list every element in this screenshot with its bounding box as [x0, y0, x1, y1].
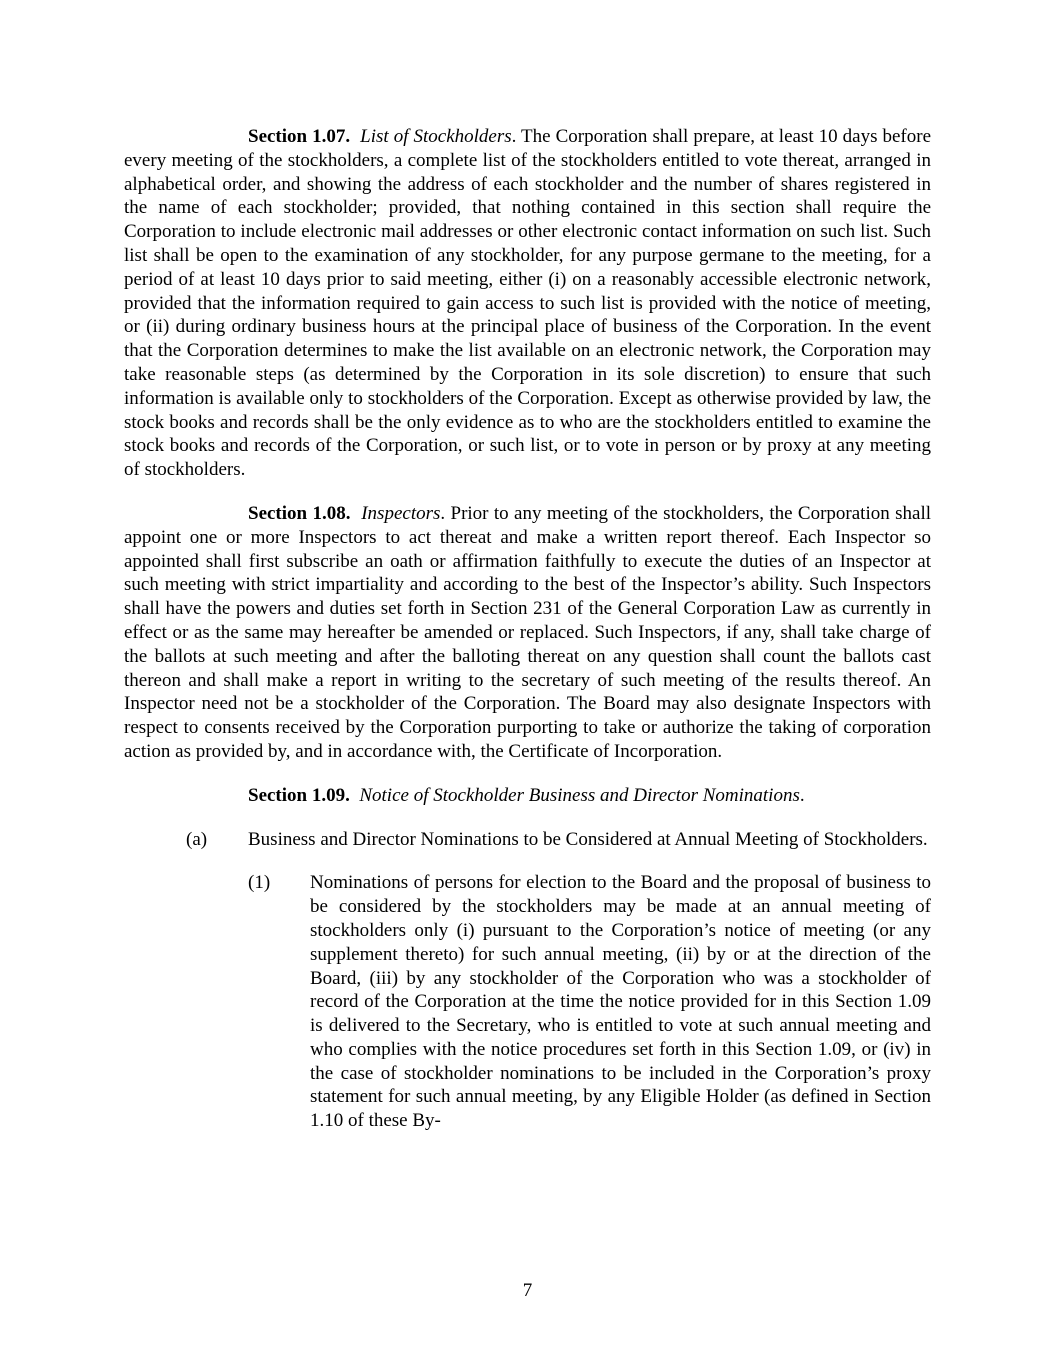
- subsection-a-text: Business and Director Nominations to be Considered at Annual Meeting of Stockholders.: [248, 828, 928, 850]
- section-1-07-number: Section 1.07.: [248, 126, 351, 147]
- section-1-09-title: Notice of Stockholder Business and Director Nominations: [359, 784, 800, 806]
- item-1: [248, 871, 931, 1133]
- spacer: [124, 764, 931, 784]
- subsection-a: [124, 828, 931, 852]
- item-1-label: (1): [248, 872, 271, 894]
- spacer: [124, 482, 931, 502]
- section-1-09-title-suffix: .: [799, 784, 805, 806]
- subsection-a-label: (a): [186, 828, 208, 850]
- section-1-09-heading: [124, 784, 931, 808]
- section-1-08-number: Section 1.08.: [248, 502, 351, 524]
- section-1-07-body: . The Corporation shall prepare, at least 10 days before every meeting of the stockholders, a complete list of the stockholders entitled to vote thereat, arranged in alphabetical order, and showing the address of each stockholder and the number of shares registered in the name of each stockholder; provided, that nothing contained in this section shall require the Corporation to include electronic mail addresses or other electronic contact information on such list. Such list shall be open to the examination of any stockholder, for any purpose germane to the meeting, for a period of at least 10 days prior to said meeting, either (i) on a reasonably accessible electronic network, provided that the information required to gain access to such list is provided with the notice of meeting, or (ii) during ordinary business hours at the principal place of business of the Corporation. In the event that the Corporation determines to make the list available on an electronic network, the Corporation may take reasonable steps (as determined by the Corporation in its sole discretion) to ensure that such information is available only to stockholders of the Corporation. Except as otherwise provided by law, the stock books and records shall be the only evidence as to who are the stockholders entitled to examine the stock books and records of the Corporation, or such list, or to vote in person or by proxy at any meeting of stockholders.: [124, 126, 932, 481]
- section-1-08-body: . Prior to any meeting of the stockholders, the Corporation shall appoint one or more Inspectors to act thereat and make a written report thereof. Each Inspector so appointed shall first subscribe an oath or affirmation faithfully to execute the duties of an Inspector at such meeting with strict impartiality and according to the best of the Inspector’s ability. Such Inspectors shall have the powers and duties set forth in Section 231 of the General Corporation Law as currently in effect or as the same may hereafter be amended or replaced. Such Inspectors, if any, shall take charge of the ballots at such meeting and after the balloting thereat on any question shall count the ballots cast thereon and shall make a report in writing to the secretary of such meeting of the results thereof. An Inspector need not be a stockholder of the Corporation. The Board may also designate Inspectors with respect to consents received by the Corporation purporting to take or authorize the taking of corporation action as provided by, and in accordance with, the Certificate of Incorporation.: [124, 502, 931, 762]
- spacer: [124, 808, 931, 828]
- section-1-08-paragraph: [124, 502, 931, 764]
- section-1-08-title: Inspectors: [361, 502, 441, 524]
- spacer: [124, 851, 931, 871]
- section-1-07-paragraph: [124, 125, 931, 482]
- item-1-text: Nominations of persons for election to the Board and the proposal of business to be considered by the stockholders may be made at an annual meeting of stockholders only (i) pursuant to the Corporation’s notice of meeting (or any supplement thereto) for such annual meeting, (ii) by or at the direction of the Board, (iii) by any stockholder of the Corporation who was a stockholder of record of the Corporation at the time the notice provided for in this Section 1.09 is delivered to the Secretary, who is entitled to vote at such annual meeting and who complies with the notice procedures set forth in this Section 1.09, or (iv) in the case of stockholder nominations to be included in the Corporation’s proxy statement for such annual meeting, by any Eligible Holder (as defined in Section 1.10 of these By-: [310, 872, 931, 1132]
- page-number: 7: [522, 1280, 533, 1301]
- document-page: [124, 125, 931, 1133]
- section-1-07-title: List of Stockholders: [360, 126, 512, 147]
- section-1-09-number: Section 1.09.: [248, 784, 350, 806]
